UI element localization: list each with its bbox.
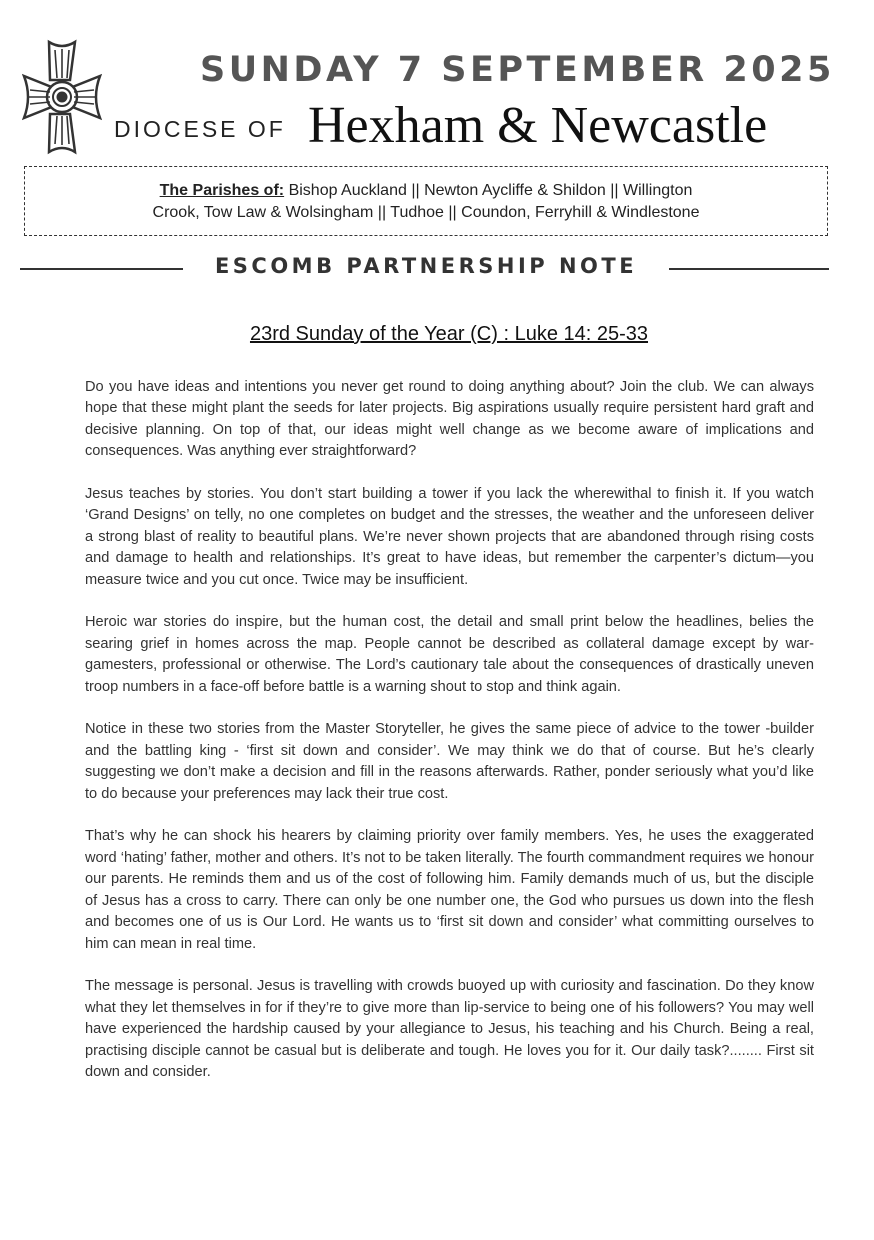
paragraph-4: Notice in these two stories from the Master Storyteller, he gives the same piece of advice to the tower -builder and the battling king - ‘first sit down and consider’. We may think we do that of course. But he’s clearly suggesting we don’t make a decision and fill in the reasons afterwards. Rather, ponder seriously what you’d like to do because your preferences may lack their true cost. bbox=[85, 721, 814, 802]
paragraph-5: That’s why he can shock his hearers by claiming priority over family members. Yes, he uses the exaggerated word ‘hating’ father, mother and others. It’s not to be taken literally. The fourth commandment requires we honour our parents. He reminds them and us of the cost of following him. Family demands much of us, but the disciple of Jesus has a cross to carry. There can only be one number one, the God who pursues us down into the flesh and becomes one of us is Our Lord. He wants us to ‘first sit down and consider’ what committing ourselves to him can mean in real time. bbox=[85, 828, 814, 952]
parishes-label: The Parishes of: bbox=[159, 182, 285, 199]
parishes-list-2: Crook, Tow Law & Wolsingham || Tudhoe || Coundon, Ferryhill & Windlestone bbox=[152, 204, 700, 221]
note-title: ESCOMB PARTNERSHIP NOTE bbox=[214, 254, 638, 278]
paragraph-1: Do you have ideas and intentions you never get round to doing anything about? Join the club. We can always hope that these might plant the seeds for later projects. Big aspirations usually require persistent hard graft and decisive planning. On top of that, our ideas might well change as we become aware of implications and consequences. Was anything ever straightforward? bbox=[85, 379, 814, 460]
reflection-body bbox=[85, 377, 814, 1105]
divider-right bbox=[669, 268, 829, 270]
diocese-prefix: DIOCESE OF bbox=[114, 116, 286, 142]
parishes-line-1 bbox=[25, 180, 827, 202]
divider-left bbox=[20, 268, 183, 270]
paragraph-2: Jesus teaches by stories. You don’t start building a tower if you lack the wherewithal to finish it. If you watch ‘Grand Designs’ on telly, no one completes on budget and the stresses, the weather and the unforeseen deliver a strong blast of reality to beautiful plans. We’re never shown projects that are abandoned through rising costs and damage to health and relationships. It’s great to have ideas, but remember the carpenter’s dictum—you measure twice and you cut once. Twice may be insufficient. bbox=[85, 486, 814, 588]
paragraph-6: The message is personal. Jesus is travelling with crowds buoyed up with curiosity and fascination. Do they know what they let themselves in for if they’re to give more than lip-service to being one of his followers? You may well have experienced the hardship caused by your allegiance to Jesus, his teaching and his Church. Being a real, practising disciple cannot be casual but is deliberate and tough. He loves you for it. Our daily task?........ First sit down and consider. bbox=[85, 978, 814, 1080]
diocese-name: Hexham & Newcastle bbox=[308, 97, 768, 154]
reading-heading: 23rd Sunday of the Year (C) : Luke 14: 25-33 bbox=[249, 323, 649, 345]
paragraph-3: Heroic war stories do inspire, but the human cost, the detail and small print below the headlines, belies the searing grief in homes across the map. People cannot be described as collateral damage except by war-gamesters, professional or otherwise. The Lord’s cautionary tale about the consequences of drastically uneven troop numbers in a face-off before battle is a warning shout to stop and think again. bbox=[85, 614, 814, 695]
service-date: SUNDAY 7 SEPTEMBER 2025 bbox=[200, 50, 835, 90]
parishes-list-1: Bishop Auckland || Newton Aycliffe & Shildon || Willington bbox=[288, 182, 693, 199]
parishes-box bbox=[24, 166, 828, 236]
diocese-cross-icon bbox=[22, 38, 102, 156]
